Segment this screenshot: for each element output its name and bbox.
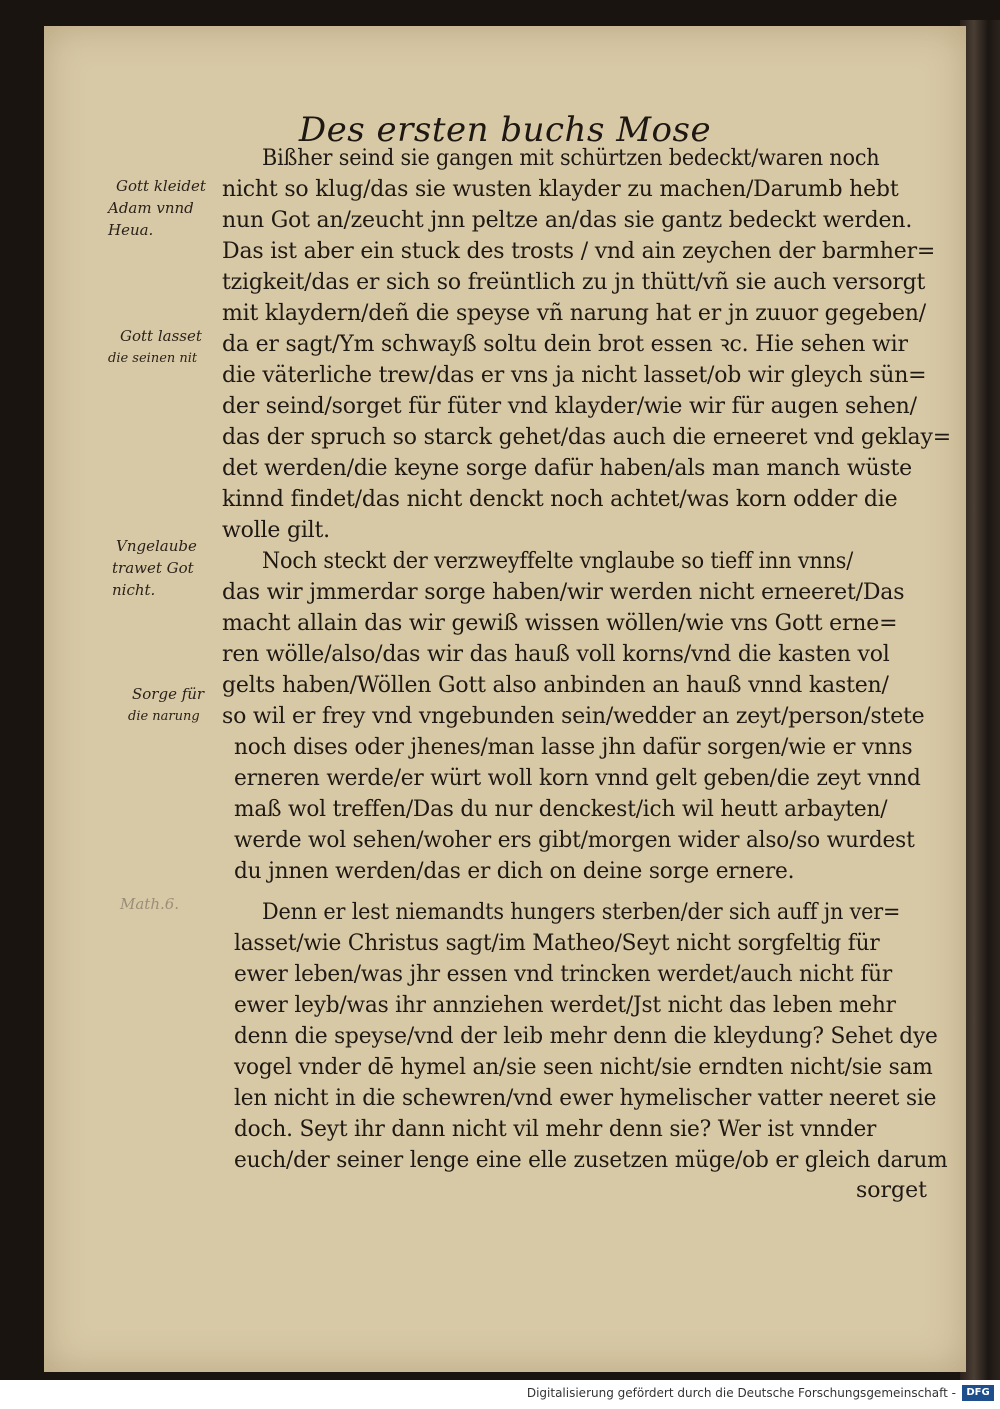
margin-note: Vngelaube (116, 537, 197, 555)
margin-note: trawet Got (112, 559, 194, 577)
margin-note: die seinen nit (108, 351, 198, 366)
margin-note: Gott lasset (120, 327, 202, 345)
text-line: ren wölle/also/das wir das hauß voll korns/vnd die kasten vol (222, 642, 890, 667)
running-header: Des ersten buchs Mose (298, 110, 712, 150)
text-line: Denn er lest niemandts hungers sterben/der sich auff jn ver= (262, 900, 901, 925)
text-line: du jnnen werden/das er dich on deine sorge ernere. (234, 859, 795, 884)
text-line: erneren werde/er würt woll korn vnnd gelt geben/die zeyt vnnd (234, 766, 921, 791)
text-line: lasset/wie Christus sagt/im Matheo/Seyt nicht sorgfeltig für (234, 931, 880, 956)
text-line: die väterliche trew/das er vns ja nicht lasset/ob wir gleych sün= (222, 363, 927, 388)
text-line: det werden/die keyne sorge dafür haben/als man manch wüste (222, 456, 912, 481)
text-line: len nicht in die schewren/vnd ewer hymelischer vatter neeret sie (234, 1086, 937, 1111)
text-line: noch dises oder jhenes/man lasse jhn dafür sorgen/wie er vnns (234, 735, 913, 760)
margin-note: Sorge für (132, 685, 205, 703)
text-line: gelts haben/Wöllen Gott also anbinden an hauß vnnd kasten/ (222, 673, 889, 698)
dfg-logo: DFG (962, 1385, 994, 1401)
text-line: maß wol treffen/Das du nur denckest/ich wil heutt arbayten/ (234, 797, 888, 822)
footer-credit: Digitalisierung gefördert durch die Deutsche Forschungsgemeinschaft - (526, 1386, 956, 1400)
book-page (44, 26, 966, 1372)
margin-note: Gott kleidet (116, 177, 206, 195)
text-line: nun Got an/zeucht jnn peltze an/das sie gantz bedeckt werden. (222, 208, 913, 233)
text-line: euch/der seiner lenge eine elle zusetzen müge/ob er gleich darum (234, 1148, 948, 1173)
text-line: ewer leben/was jhr essen vnd trincken werdet/auch nicht für (234, 962, 893, 987)
text-line: ewer leyb/was ihr annziehen werdet/Jst nicht das leben mehr (234, 993, 896, 1018)
margin-note: die narung (128, 709, 200, 724)
book-spine-edge (960, 20, 1000, 1380)
text-line: denn die speyse/vnd der leib mehr denn die kleydung? Sehet dye (234, 1024, 938, 1049)
catchword: sorget (856, 1178, 927, 1203)
text-line: nicht so klug/das sie wusten klayder zu machen/Darumb hebt (222, 177, 899, 202)
text-line: Noch steckt der verzweyffelte vnglaube so tieff inn vnns/ (262, 549, 854, 574)
text-line: das der spruch so starck gehet/das auch die erneeret vnd geklay= (222, 425, 951, 450)
margin-note: Adam vnnd (108, 199, 194, 217)
text-line: Bißher seind sie gangen mit schürtzen bedeckt/waren noch (262, 146, 880, 171)
text-line: kinnd findet/das nicht denckt noch achtet/was korn odder die (222, 487, 898, 512)
text-line: wolle gilt. (222, 518, 330, 543)
text-line: da er sagt/Ym schwayß soltu dein brot essen ꝛc. Hie sehen wir (222, 332, 908, 357)
text-line: doch. Seyt ihr dann nicht vil mehr denn sie? Wer ist vnnder (234, 1117, 877, 1142)
text-line: vogel vnder dē hymel an/sie seen nicht/sie erndten nicht/sie sam (234, 1055, 933, 1080)
text-line: tzigkeit/das er sich so freüntlich zu jn thütt/vñ sie auch versorgt (222, 270, 926, 295)
text-line: Das ist aber ein stuck des trosts / vnd ain zeychen der barmher= (222, 239, 936, 264)
text-line: der seind/sorget für füter vnd klayder/wie wir für augen sehen/ (222, 394, 917, 419)
text-line: macht allain das wir gewiß wissen wöllen/wie vns Gott erne= (222, 611, 898, 636)
text-line: mit klaydern/deñ die speyse vñ narung hat er jn zuuor gegeben/ (222, 301, 926, 326)
margin-note: nicht. (112, 581, 156, 599)
margin-note: Math.6. (120, 895, 180, 913)
text-line: so wil er frey vnd vngebunden sein/wedder an zeyt/person/stete (222, 704, 925, 729)
text-line: werde wol sehen/woher ers gibt/morgen wider also/so wurdest (234, 828, 915, 853)
margin-note: Heua. (108, 221, 154, 239)
text-line: das wir jmmerdar sorge haben/wir werden nicht erneeret/Das (222, 580, 905, 605)
footer-bar (0, 1380, 1000, 1409)
